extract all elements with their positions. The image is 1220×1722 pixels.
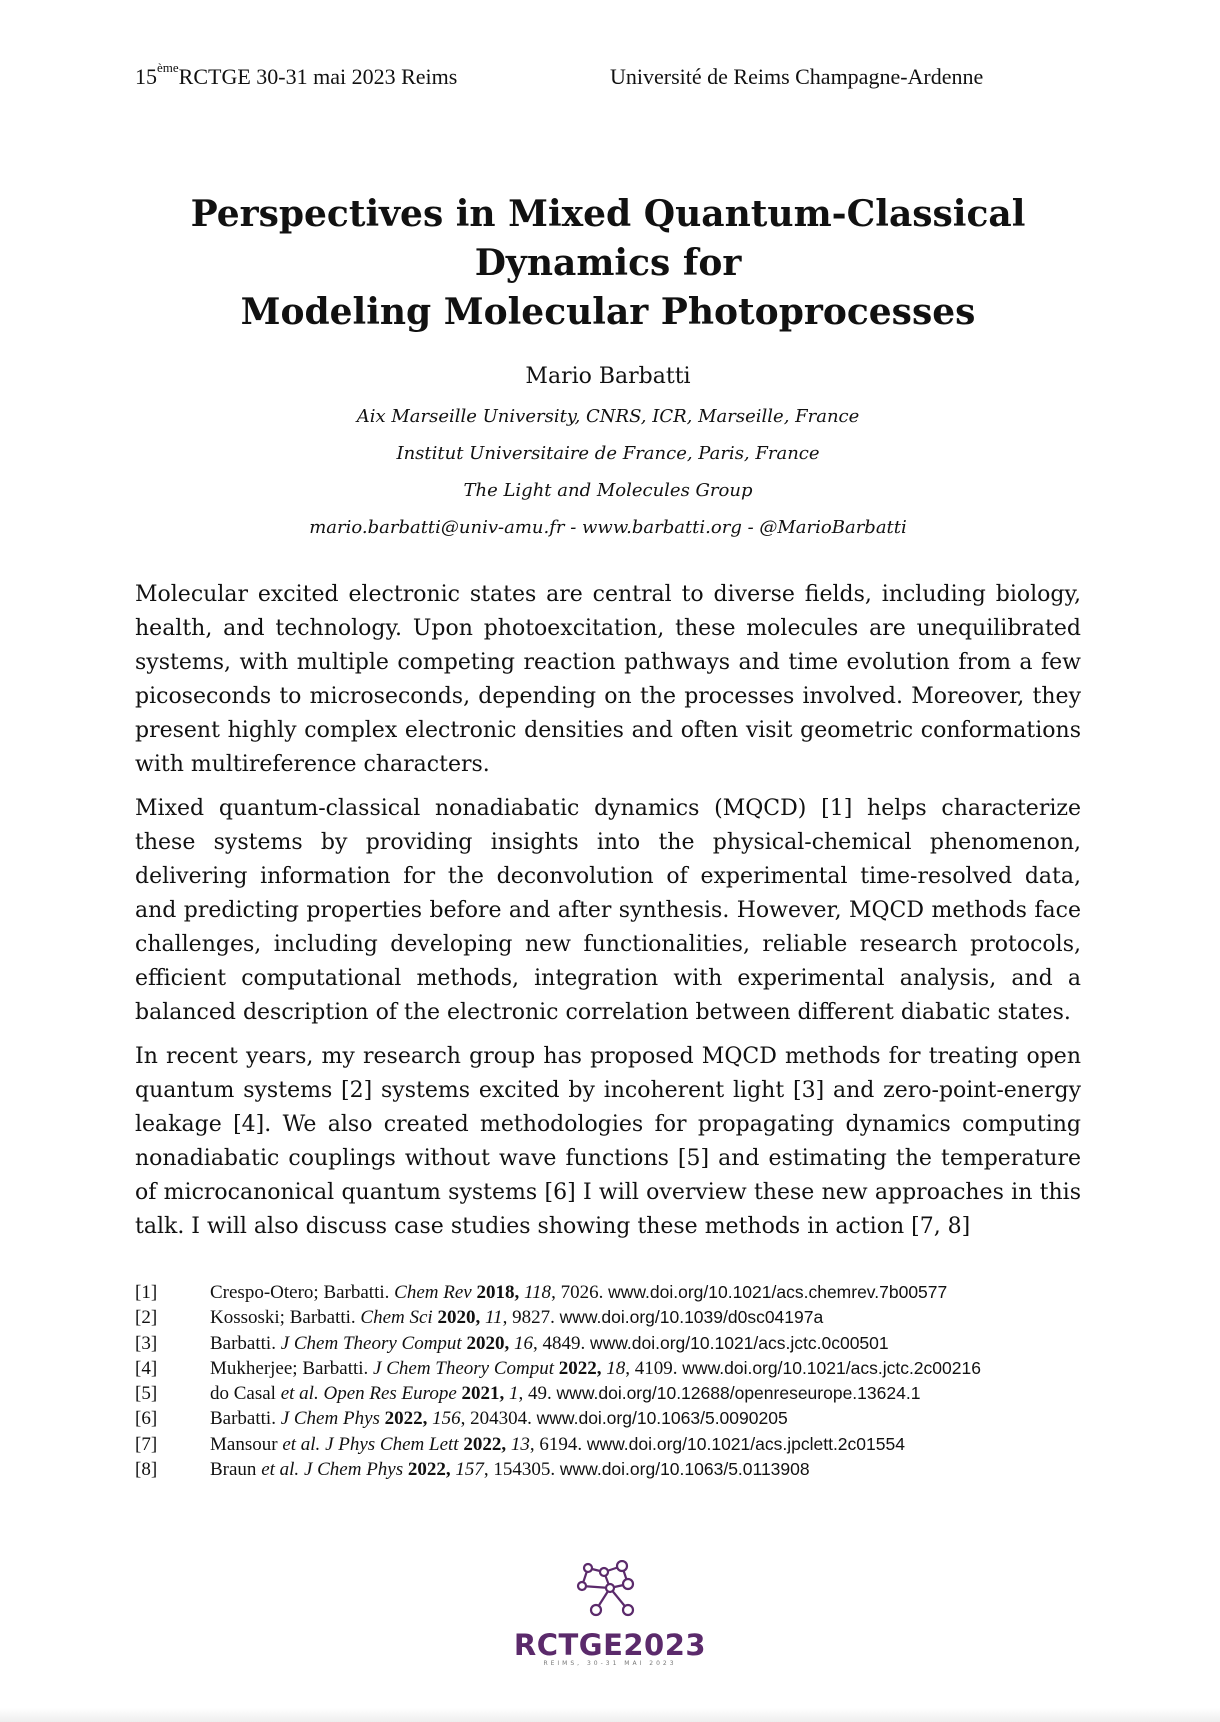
reference-number: [1] [135, 1282, 158, 1303]
reference-volume: 11 [484, 1307, 503, 1329]
reference-etal: et al. [261, 1459, 300, 1481]
reference-volume: 16 [513, 1332, 533, 1354]
logo-brand-text: RCTGE2023 [513, 1628, 707, 1662]
reference-authors: Crespo-Otero; Barbatti. [210, 1282, 390, 1303]
reference-year: 2022, [463, 1433, 507, 1455]
reference-pages: , 4849. [532, 1332, 586, 1354]
reference-volume: 156 [432, 1408, 461, 1430]
reference-text [210, 1280, 947, 1305]
reference-year: 2020, [437, 1307, 481, 1329]
reference-text [210, 1305, 823, 1330]
reference-pages: , 9827. [502, 1307, 555, 1329]
reference-pages: , 49. [518, 1383, 552, 1405]
reference-year: 2020, [466, 1332, 510, 1354]
reference-authors: Kossoski; Barbatti. [210, 1307, 356, 1329]
reference-etal: et al. [282, 1433, 321, 1455]
reference-item [135, 1432, 1095, 1457]
reference-doi-link[interactable]: www.doi.org/10.1021/acs.jctc.2c00216 [682, 1357, 981, 1378]
reference-authors: Braun [210, 1459, 257, 1481]
reference-pages: , 204304. [460, 1408, 532, 1430]
reference-doi-link[interactable]: www.doi.org/10.1021/acs.chemrev.7b00577 [608, 1282, 948, 1302]
reference-doi-link[interactable]: www.doi.org/10.1021/acs.jctc.0c00501 [589, 1332, 889, 1353]
reference-text [210, 1432, 905, 1457]
reference-authors: do Casal [210, 1383, 276, 1405]
paper-title [135, 190, 1081, 337]
molecule-network-icon [570, 1560, 650, 1624]
reference-number: [7] [135, 1433, 158, 1455]
reference-doi-link[interactable]: www.doi.org/10.12688/openreseurope.13624.1 [556, 1383, 921, 1404]
conference-label [135, 60, 458, 90]
reference-year: 2022, [407, 1459, 451, 1481]
reference-list [135, 1280, 1095, 1482]
affiliation-line: The Light and Molecules Group [463, 480, 753, 501]
affiliation-line: Aix Marseille University, CNRS, ICR, Marseille, France [356, 406, 860, 427]
reference-doi-link[interactable]: www.doi.org/10.1021/acs.jpclett.2c01554 [586, 1433, 905, 1454]
reference-authors: Mukherjee; Barbatti. [210, 1357, 369, 1379]
reference-journal: J Chem Theory Comput [373, 1357, 555, 1379]
reference-item [135, 1305, 1095, 1330]
reference-number: [3] [135, 1332, 158, 1354]
reference-journal: J Phys Chem Lett [325, 1433, 459, 1455]
reference-doi-link[interactable]: www.doi.org/10.1063/5.0113908 [559, 1459, 810, 1480]
paragraph: Mixed quantum-classical nonadiabatic dynamics (MQCD) [1] helps characterize these systems by providing insights into the physical-chemical phenomenon, delivering information for the deconvolution of experimental time-resolved data, and predicting properties before and after synthesis. However, MQCD methods face challenges, including developing new functionalities, reliable research protocols, efficient computational methods, integration with experimental analysis, and a balanced description of the electronic correlation between different diabatic states. [135, 796, 1081, 1025]
reference-authors: Mansour [210, 1433, 278, 1455]
reference-text [210, 1457, 810, 1482]
reference-number: [2] [135, 1307, 158, 1329]
reference-authors: Barbatti. [210, 1332, 276, 1354]
page-header [135, 60, 1036, 96]
page-bottom-edge [0, 1708, 1220, 1722]
reference-volume: 118 [523, 1282, 552, 1303]
title-line: Perspectives in Mixed Quantum-Classical [190, 193, 1026, 235]
reference-journal: Chem Sci [360, 1307, 433, 1329]
reference-item [135, 1280, 1095, 1305]
reference-journal: Chem Rev [394, 1282, 472, 1303]
reference-text [210, 1381, 920, 1406]
reference-pages: , 6194. [529, 1433, 583, 1455]
reference-pages: , 154305. [483, 1459, 556, 1481]
title-line: Modeling Molecular Photoprocesses [240, 291, 976, 333]
reference-year: 2022, [558, 1357, 602, 1379]
reference-volume: 1 [509, 1383, 519, 1405]
reference-item [135, 1381, 1095, 1406]
reference-journal: J Chem Phys [303, 1459, 404, 1481]
title-line: Dynamics for [474, 242, 742, 284]
reference-journal: J Chem Theory Comput [280, 1332, 462, 1354]
conference-logo [500, 1560, 720, 1680]
reference-year: 2018, [476, 1282, 520, 1303]
reference-doi-link[interactable]: www.doi.org/10.1063/5.0090205 [536, 1408, 788, 1429]
affiliation-line: Institut Universitaire de France, Paris, France [396, 443, 820, 464]
author-name: Mario Barbatti [525, 364, 691, 389]
reference-pages: , 4109. [625, 1357, 678, 1379]
reference-pages: , 7026. [551, 1282, 604, 1303]
reference-number: [4] [135, 1357, 158, 1379]
edition-number: 15 [135, 64, 157, 89]
reference-volume: 157 [455, 1459, 484, 1481]
reference-volume: 18 [606, 1357, 626, 1379]
edition-suffix: ème [157, 60, 179, 75]
reference-year: 2022, [384, 1408, 428, 1430]
reference-number: [5] [135, 1383, 158, 1405]
abstract-body [135, 578, 1081, 1254]
university-label: Université de Reims Champagne-Ardenne [610, 64, 984, 89]
logo-tagline: REIMS, 30-31 MAI 2023 [543, 1660, 677, 1667]
reference-etal: et al. [280, 1383, 319, 1405]
reference-item [135, 1356, 1095, 1381]
reference-text [210, 1356, 981, 1381]
conference-name: RCTGE 30-31 mai 2023 Reims [178, 64, 458, 89]
paragraph: Molecular excited electronic states are central to diverse fields, including biology, health, and technology. Upon photoexcitation, these molecules are unequilibrated systems, with multiple competing reaction pathways and time evolution from a few picoseconds to microseconds, depending on the processes involved. Moreover, they present highly complex electronic densities and often visit geometric conformations with multireference characters. [135, 582, 1081, 777]
reference-journal: J Chem Phys [280, 1408, 380, 1430]
reference-item [135, 1331, 1095, 1356]
reference-number: [6] [135, 1408, 158, 1430]
reference-number: [8] [135, 1459, 158, 1481]
reference-text [210, 1331, 889, 1356]
reference-doi-link[interactable]: www.doi.org/10.1039/d0sc04197a [559, 1307, 824, 1328]
reference-authors: Barbatti. [210, 1408, 276, 1430]
reference-journal: Open Res Europe [323, 1383, 457, 1405]
reference-text [210, 1406, 788, 1431]
reference-item [135, 1406, 1095, 1431]
paragraph: In recent years, my research group has proposed MQCD methods for treating open quantum systems [2] systems excited by incoherent light [3] and zero-point-energy leakage [4]. We also created methodologies for propagating dynamics computing nonadiabatic couplings without wave functions [5] and estimating the temperature of microcanonical quantum systems [6] I will overview these new approaches in this talk. I will also discuss case studies showing these methods in action [7, 8] [135, 1044, 1081, 1239]
reference-year: 2021, [461, 1383, 505, 1405]
reference-item [135, 1457, 1095, 1482]
reference-volume: 13 [510, 1433, 530, 1455]
contact-line: mario.barbatti@univ-amu.fr - www.barbatti.org - @MarioBarbatti [309, 517, 907, 538]
